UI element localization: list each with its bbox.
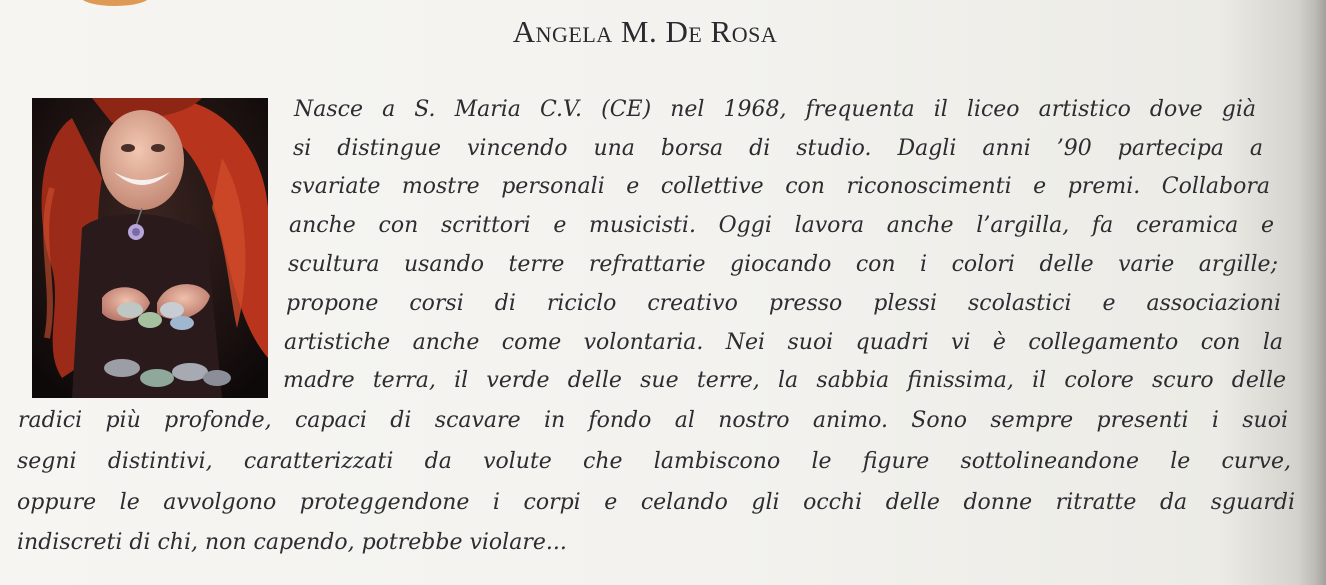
bio-line-5: scultura usando terre refrattarie giocando con i colori delle varie argille; xyxy=(288,252,1278,277)
bio-line-3: svariate mostre personali e collettive con riconoscimenti e premi. Collabora xyxy=(291,174,1270,199)
bio-line-4: anche con scrittori e musicisti. Oggi lavora anche l’argilla, fa ceramica e xyxy=(289,213,1274,238)
bio-line-6: propone corsi di riciclo creativo presso plessi scolastici e associazioni xyxy=(286,291,1281,316)
bio-line-8: madre terra, il verde delle sue terre, la sabbia finissima, il colore scuro delle xyxy=(283,368,1286,393)
bio-line-1: Nasce a S. Maria C.V. (CE) nel 1968, frequenta il liceo artistico dove già xyxy=(294,97,1256,122)
bio-line-11: oppure le avvolgono proteggendone i corpi e celando gli occhi delle donne ritratte da sguardi xyxy=(17,490,1295,515)
bio-line-7: artistiche anche come volontaria. Nei suoi quadri vi è collegamento con la xyxy=(284,330,1283,355)
bio-line-2: si distingue vincendo una borsa di studio. Dagli anni ’90 partecipa a xyxy=(293,136,1263,161)
bio-line-10: segni distintivi, caratterizzati da volute che lambiscono le figure sottolineandone le curve, xyxy=(17,449,1291,474)
author-name-heading: Angela M. De Rosa xyxy=(512,14,778,49)
bio-line-12: indiscreti di chi, non capendo, potrebbe violare... xyxy=(17,530,567,555)
bio-line-9: radici più profonde, capaci di scavare in fondo al nostro animo. Sono sempre presenti i suoi xyxy=(18,408,1288,433)
